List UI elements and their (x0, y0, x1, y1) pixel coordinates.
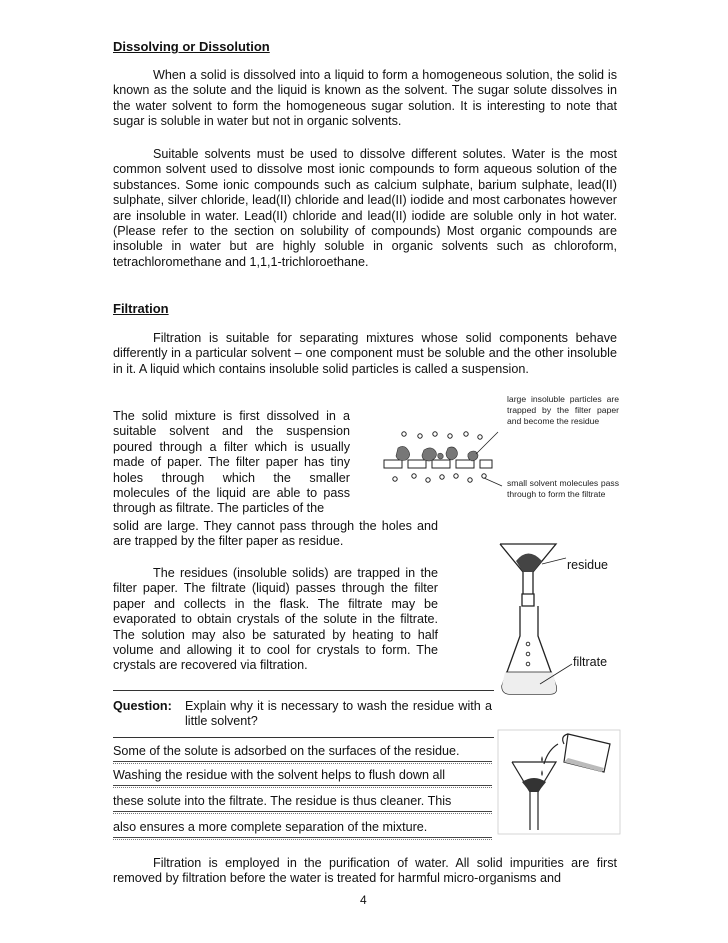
washing-residue-diagram (498, 730, 620, 834)
page-number: 4 (360, 893, 367, 907)
dissolving-paragraph-1: When a solid is dissolved into a liquid to form a homogeneous solution, the solid is known as the solute and the liquid is known as the solvent. The sugar solute dissolves in the water solvent to form the homogeneous sugar solution. It is interesting to note that sugar is soluble in water but not in organic solvents. (113, 68, 617, 129)
section-heading-filtration: Filtration (113, 301, 169, 316)
answer-line-1: Some of the solute is adsorbed on the surfaces of the residue. (113, 741, 492, 762)
filtration-paragraph-2-end: solid are large. They cannot pass through the holes and are trapped by the filter paper as residue. (113, 519, 438, 549)
question-text: Explain why it is necessary to wash the residue with a little solvent? (185, 699, 492, 729)
diagram-label-filtrate: small solvent molecules pass through to form the filtrate (507, 478, 619, 500)
filtration-paragraph-1: Filtration is suitable for separating mixtures whose solid components behave differently in a particular solvent – one component must be soluble and the other insoluble in it. A liquid which contains insoluble solid particles is called a suspension. (113, 331, 617, 376)
filtration-paragraph-2-start: The solid mixture is first dissolved in a suitable solvent and the suspension poured through a filter which is usually made of paper. The filter paper has tiny holes through which the smaller molecules of the liquid are able to pass through as filtrate. The particles of the (113, 409, 350, 516)
dissolving-paragraph-2: Suitable solvents must be used to dissolve different solutes. Water is the most common solvent used to dissolve most ionic compounds to form aqueous solution of the substances. Some ionic compounds such as calcium sulphate, barium sulphate, lead(II) sulphate, silver chloride, lead(II) chloride and lead(II) iodide and most carbonates however are insoluble in water. Lead(II) chloride and lead(II) iodide are soluble only in hot water. (Please refer to the section on solubility of compounds) Most organic compounds are insoluble in water but are highly soluble in organic solvents such as chloroform, tetrachloromethane and 1,1,1-trichloroethane. (113, 147, 617, 269)
answer-line-2: Washing the residue with the solvent helps to flush down all (113, 765, 492, 786)
section-heading-dissolving: Dissolving or Dissolution (113, 39, 270, 54)
answer-line-4: also ensures a more complete separation of the mixture. (113, 817, 492, 838)
diagram-label-residue: large insoluble particles are trapped by the filter paper and become the residue (507, 394, 619, 427)
answer-line-3: these solute into the filtrate. The residue is thus cleaner. This (113, 791, 492, 812)
filtration-paragraph-3: The residues (insoluble solids) are trapped in the filter paper. The filtrate (liquid) passes through the filter paper and collects in the flask. The filtrate may be evaporated to obtain crystals of the solute in the filtrate. The solution may also be saturated by heating to half volume and allowing it to cool for crystals to form. The crystals are recovered via filtration. (113, 566, 438, 673)
answer-divider (113, 737, 494, 738)
question-divider (113, 690, 494, 691)
filtration-paragraph-4: Filtration is employed in the purification of water. All solid impurities are first removed by filtration before the water is treated for harmful micro-organisms and (113, 856, 617, 886)
filter-paper-diagram (380, 424, 505, 486)
question-label: Question: (113, 699, 172, 713)
residue-label: residue (567, 558, 608, 572)
filtrate-label: filtrate (573, 655, 608, 669)
